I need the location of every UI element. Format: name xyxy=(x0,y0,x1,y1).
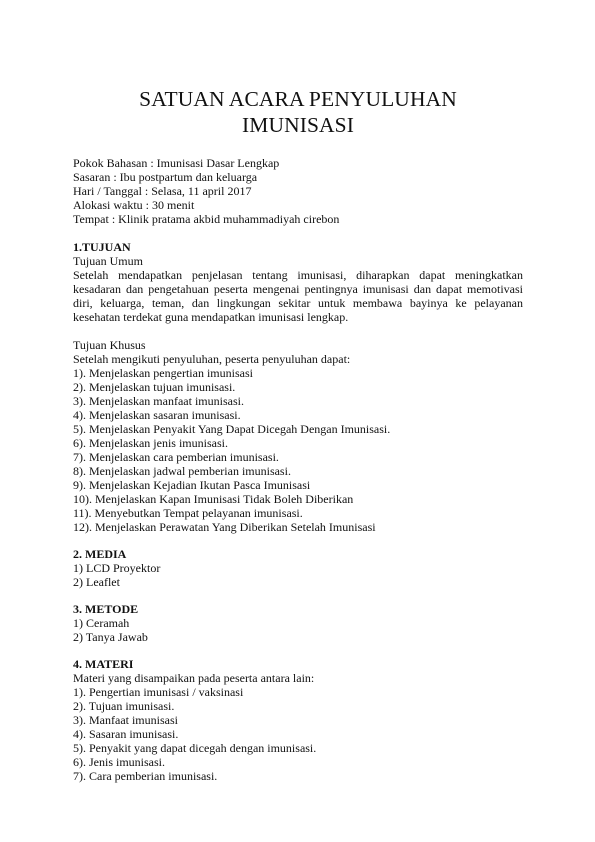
list-item: 4). Menjelaskan sasaran imunisasi. xyxy=(73,408,241,422)
section-metode xyxy=(73,602,523,644)
title-line-2: IMUNISASI xyxy=(242,113,354,137)
meta-sasaran: Sasaran : Ibu postpartum dan keluarga xyxy=(73,170,258,184)
section-heading: 4. MATERI xyxy=(73,657,134,671)
list-item: 7). Menjelaskan cara pemberian imunisasi. xyxy=(73,450,279,464)
list-item: 8). Menjelaskan jadwal pemberian imunisasi. xyxy=(73,464,291,478)
list-item: 7). Cara pemberian imunisasi. xyxy=(73,769,218,783)
section-heading: 3. METODE xyxy=(73,602,139,616)
list-item: 1) Ceramah xyxy=(73,616,130,630)
list-item: 6). Jenis imunisasi. xyxy=(73,755,165,769)
tujuan-umum-paragraph: Setelah mendapatkan penjelasan tentang imunisasi, diharapkan dapat meningkatkan kesadaran dan pengetahuan peserta mengenai pentingnya imunisasi dan dapat memotivasi diri, keluarga, teman, dan lingkungan sekitar untuk membawa bayinya ke pelayanan kesehatan terdekat guna mendapatkan imunisasi lengkap. xyxy=(73,268,523,324)
meta-alokasi-waktu: Alokasi waktu : 30 menit xyxy=(73,198,195,212)
title-line-1: SATUAN ACARA PENYULUHAN xyxy=(139,87,457,111)
section-heading: 2. MEDIA xyxy=(73,547,127,561)
section-tujuan xyxy=(73,240,523,534)
subheading-tujuan-khusus: Tujuan Khusus xyxy=(73,338,146,352)
list-item: 3). Manfaat imunisasi xyxy=(73,713,178,727)
meta-tempat: Tempat : Klinik pratama akbid muhammadiyah cirebon xyxy=(73,212,340,226)
tujuan-khusus-intro: Setelah mengikuti penyuluhan, peserta penyuluhan dapat: xyxy=(73,352,351,366)
document-page xyxy=(73,86,523,783)
list-item: 11). Menyebutkan Tempat pelayanan imunisasi. xyxy=(73,506,303,520)
list-item: 9). Menjelaskan Kejadian Ikutan Pasca Imunisasi xyxy=(73,478,311,492)
list-item: 1) LCD Proyektor xyxy=(73,561,161,575)
list-item: 1). Pengertian imunisasi / vaksinasi xyxy=(73,685,244,699)
list-item: 1). Menjelaskan pengertian imunisasi xyxy=(73,366,253,380)
list-item: 4). Sasaran imunisasi. xyxy=(73,727,179,741)
list-item: 10). Menjelaskan Kapan Imunisasi Tidak Boleh Diberikan xyxy=(73,492,354,506)
section-media xyxy=(73,547,523,589)
list-item: 2). Tujuan imunisasi. xyxy=(73,699,175,713)
meta-hari-tanggal: Hari / Tanggal : Selasa, 11 april 2017 xyxy=(73,184,252,198)
subheading-tujuan-umum: Tujuan Umum xyxy=(73,254,143,268)
tujuan-khusus-list xyxy=(73,366,523,534)
list-item: 12). Menjelaskan Perawatan Yang Diberikan Setelah Imunisasi xyxy=(73,520,376,534)
section-materi xyxy=(73,657,523,783)
list-item: 6). Menjelaskan jenis imunisasi. xyxy=(73,436,228,450)
document-title xyxy=(73,86,523,138)
section-heading: 1.TUJUAN xyxy=(73,240,131,254)
list-item: 2) Tanya Jawab xyxy=(73,630,148,644)
list-item: 5). Penyakit yang dapat dicegah dengan imunisasi. xyxy=(73,741,317,755)
meta-block xyxy=(73,156,523,226)
list-item: 2) Leaflet xyxy=(73,575,120,589)
materi-intro: Materi yang disampaikan pada peserta antara lain: xyxy=(73,671,315,685)
list-item: 5). Menjelaskan Penyakit Yang Dapat Dicegah Dengan Imunisasi. xyxy=(73,422,391,436)
meta-pokok-bahasan: Pokok Bahasan : Imunisasi Dasar Lengkap xyxy=(73,156,280,170)
list-item: 3). Menjelaskan manfaat imunisasi. xyxy=(73,394,244,408)
list-item: 2). Menjelaskan tujuan imunisasi. xyxy=(73,380,236,394)
